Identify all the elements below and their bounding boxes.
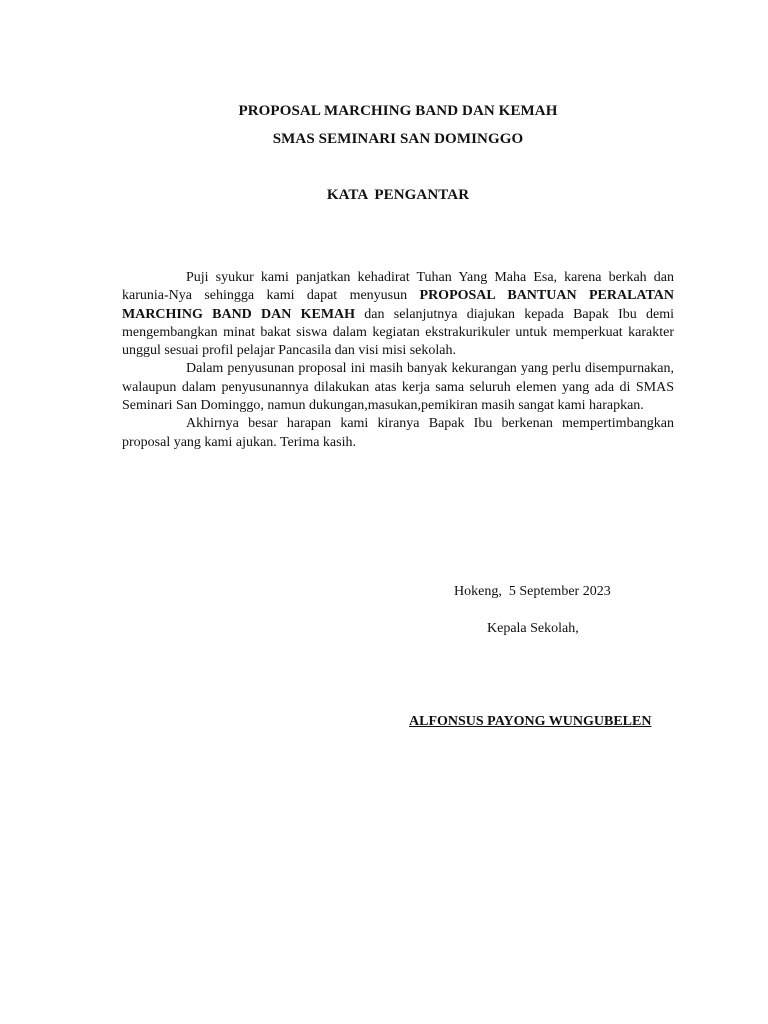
paragraph-2: Dalam penyusunan proposal ini masih banyak kekurangan yang perlu disempurnakan, walaupun dalam penyusunannya dilakukan atas kerja sama seluruh elemen yang ada di SMAS Seminari San Dominggo, namun dukungan,masukan,pemikiran masih sangat kami harapkan. [122,361,674,414]
paragraph-1-bold: PROPOSAL BANTUAN PERALATAN MARCHING BAND DAN KEMAH [122,288,675,322]
place-date: Hokeng, 5 September 2023 [454,584,611,599]
section-title: KATA PENGANTAR [326,187,470,203]
title-line-2: SMAS SEMINARI SAN DOMINGGO [272,131,524,147]
paragraph-3: Akhirnya besar harapan kami kiranya Bapak Ibu berkenan mempertimbangkan proposal yang kami ajukan. Terima kasih. [122,416,674,450]
signer-name: ALFONSUS PAYONG WUNGUBELEN [409,714,652,729]
title-line-1: PROPOSAL MARCHING BAND DAN KEMAH [238,103,558,119]
signer-role: Kepala Sekolah, [487,621,579,636]
paragraph-1-end: dan selanjutnya diajukan kepada Bapak Ibu demi mengembangkan minat bakat siswa dalam kegiatan ekstrakurikuler untuk memperkuat karakter unggul sesuai profil pelajar Pancasila dan visi misi sekolah. [122,306,674,359]
paragraph-1-start: Puji syukur kami panjatkan kehadirat Tuhan Yang Maha Esa, karena berkah dan karunia-Nya sehingga kami dapat menyusun [122,270,674,304]
paragraph-1 [122,269,674,360]
body-text [122,269,674,452]
